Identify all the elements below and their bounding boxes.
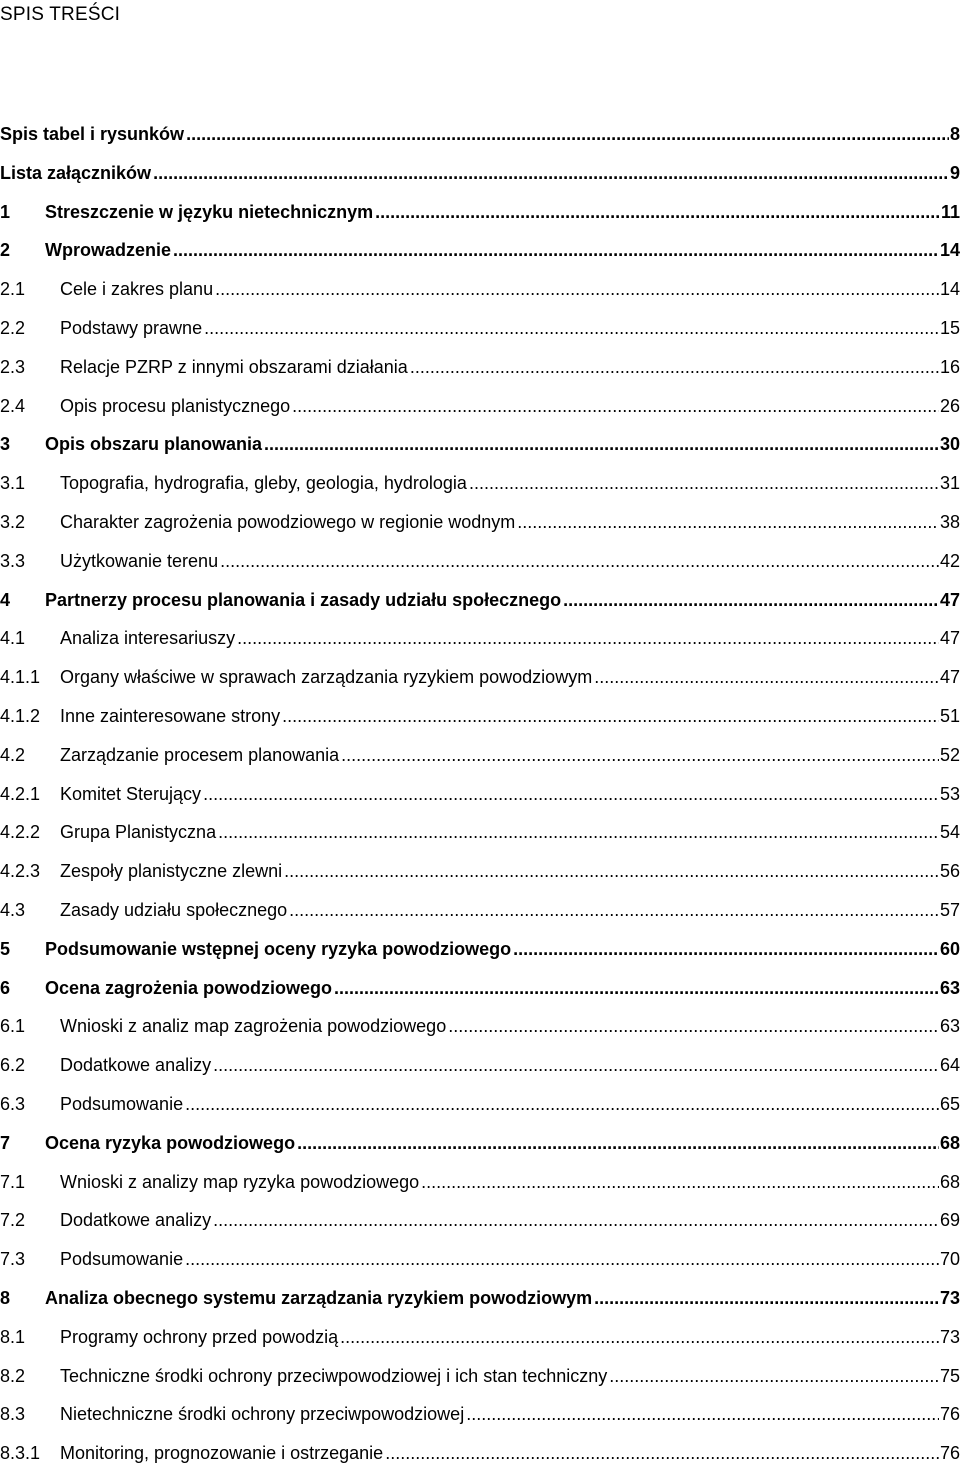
dot-leader: [292, 387, 939, 426]
toc-entry-page-number: 64: [939, 1055, 960, 1076]
dot-leader: [186, 115, 949, 154]
toc-entry-number: 6: [0, 977, 11, 998]
toc-entry[interactable]: [0, 1007, 960, 1046]
toc-entry-title: Analiza interesariuszy: [60, 628, 236, 649]
toc-entry-page-number: 68: [939, 1171, 960, 1192]
dot-leader: [203, 775, 939, 814]
toc-entry-number: 4.2.3: [0, 861, 41, 882]
toc-entry-title: Inne zainteresowane strony: [60, 705, 281, 726]
toc-entry-title: Dodatkowe analizy: [60, 1055, 212, 1076]
toc-entry-number: 4.1.1: [0, 667, 41, 688]
dot-leader: [421, 1163, 939, 1202]
toc-entry-number: 5: [0, 938, 11, 959]
toc-entry-title: Zarządzanie procesem planowania: [60, 744, 340, 765]
toc-entry-page-number: 76: [939, 1443, 960, 1464]
toc-entry[interactable]: [0, 1046, 960, 1085]
toc-entry-number: 2.2: [0, 317, 26, 338]
dot-leader: [215, 270, 939, 309]
toc-entry-number: 8: [0, 1287, 11, 1308]
toc-entry-title: Użytkowanie terenu: [60, 550, 219, 571]
toc-entry-number: 4.1: [0, 628, 26, 649]
toc-entry[interactable]: [0, 193, 960, 232]
toc-entry-page-number: 26: [939, 395, 960, 416]
dot-leader: [340, 1318, 939, 1357]
toc-entry-number: 8.3: [0, 1404, 26, 1425]
toc-entry-title: Techniczne środki ochrony przeciwpowodziowej i ich stan techniczny: [60, 1365, 608, 1386]
toc-entry-title: Opis obszaru planowania: [45, 434, 263, 455]
toc-entry-title: Podsumowanie wstępnej oceny ryzyka powodziowego: [45, 938, 512, 959]
toc-entry-number: 7.2: [0, 1210, 26, 1231]
dot-leader: [204, 309, 939, 348]
toc-entry-page-number: 38: [939, 511, 960, 532]
dot-leader: [375, 193, 940, 232]
toc-entry-page-number: 75: [939, 1365, 960, 1386]
toc-entry-title: Ocena ryzyka powodziowego: [45, 1132, 296, 1153]
toc-entry-title: Opis procesu planistycznego: [60, 395, 291, 416]
toc-entry[interactable]: [0, 1240, 960, 1279]
toc-entry-title: Organy właściwe w sprawach zarządzania ryzykiem powodziowym: [60, 667, 593, 688]
toc-entry-number: 6.2: [0, 1055, 26, 1076]
toc-entry-number: 1: [0, 201, 11, 222]
dot-leader: [517, 503, 939, 542]
toc-entry[interactable]: [0, 309, 960, 348]
toc-entry-title: Charakter zagrożenia powodziowego w regionie wodnym: [60, 511, 516, 532]
dot-leader: [334, 969, 939, 1008]
toc-entry-page-number: 47: [939, 589, 960, 610]
dot-leader: [237, 619, 939, 658]
toc-entry[interactable]: [0, 736, 960, 775]
toc-entry-title: Topografia, hydrografia, gleby, geologia, hydrologia: [60, 473, 467, 494]
toc-entry-number: 6.3: [0, 1093, 26, 1114]
dot-leader: [218, 813, 939, 852]
toc-entry-number: 7.3: [0, 1249, 26, 1270]
toc-entry[interactable]: [0, 115, 960, 154]
toc-entry[interactable]: [0, 1434, 960, 1473]
toc-entry-page-number: 56: [939, 861, 960, 882]
dot-leader: [385, 1434, 939, 1473]
dot-leader: [594, 658, 939, 697]
toc-entry-number: 3: [0, 434, 11, 455]
dot-leader: [185, 1240, 939, 1279]
dot-leader: [410, 348, 939, 387]
toc-entry-title: Zasady udziału społecznego: [60, 899, 288, 920]
toc-entry-page-number: 63: [939, 977, 960, 998]
toc-entry-page-number: 63: [939, 1016, 960, 1037]
toc-entry-title: Relacje PZRP z innymi obszarami działania: [60, 356, 408, 377]
toc-entry[interactable]: [0, 813, 960, 852]
toc-entry-title: Analiza obecnego systemu zarządzania ryzykiem powodziowym: [45, 1287, 593, 1308]
dot-leader: [609, 1357, 939, 1396]
toc-entry-title: Podsumowanie: [60, 1093, 184, 1114]
table-of-contents: [0, 115, 960, 1473]
dot-leader: [469, 464, 939, 503]
toc-entry[interactable]: [0, 619, 960, 658]
toc-entry[interactable]: [0, 581, 960, 620]
dot-leader: [185, 1085, 939, 1124]
toc-entry-number: 2.3: [0, 356, 26, 377]
toc-entry-number: 7: [0, 1132, 11, 1153]
toc-entry-page-number: 57: [939, 899, 960, 920]
dot-leader: [173, 231, 939, 270]
toc-entry-number: 2.4: [0, 395, 26, 416]
page-title: SPIS TREŚCI: [0, 4, 121, 25]
toc-entry[interactable]: [0, 387, 960, 426]
toc-entry-page-number: 76: [939, 1404, 960, 1425]
toc-entry-page-number: 73: [939, 1326, 960, 1347]
toc-entry-number: 4.2.1: [0, 783, 41, 804]
toc-entry-number: 8.3.1: [0, 1443, 41, 1464]
toc-entry[interactable]: [0, 1318, 960, 1357]
toc-entry-page-number: 42: [939, 550, 960, 571]
toc-entry[interactable]: [0, 542, 960, 581]
dot-leader: [297, 1124, 939, 1163]
toc-entry-number: 4.3: [0, 899, 26, 920]
dot-leader: [341, 736, 939, 775]
dot-leader: [594, 1279, 939, 1318]
dot-leader: [513, 930, 939, 969]
toc-entry-page-number: 16: [939, 356, 960, 377]
toc-entry-title: Podsumowanie: [60, 1249, 184, 1270]
toc-entry-title: Ocena zagrożenia powodziowego: [45, 977, 333, 998]
toc-entry-title: Podstawy prawne: [60, 317, 203, 338]
dot-leader: [220, 542, 939, 581]
toc-entry[interactable]: [0, 852, 960, 891]
toc-entry-number: 4: [0, 589, 11, 610]
dot-leader: [466, 1395, 939, 1434]
toc-entry[interactable]: [0, 930, 960, 969]
dot-leader: [153, 154, 949, 193]
toc-entry-page-number: 15: [939, 317, 960, 338]
toc-entry-number: 4.2.2: [0, 822, 41, 843]
toc-entry-number: 8.1: [0, 1326, 26, 1347]
toc-entry-number: 3.2: [0, 511, 26, 532]
toc-entry[interactable]: [0, 154, 960, 193]
dot-leader: [289, 891, 939, 930]
toc-entry-page-number: 14: [939, 279, 960, 300]
toc-entry-title: Monitoring, prognozowanie i ostrzeganie: [60, 1443, 384, 1464]
toc-entry-page-number: 52: [939, 744, 960, 765]
toc-entry-number: 4.2: [0, 744, 26, 765]
toc-entry[interactable]: [0, 1163, 960, 1202]
dot-leader: [264, 425, 939, 464]
toc-entry-page-number: 14: [939, 240, 960, 261]
toc-entry[interactable]: [0, 1201, 960, 1240]
dot-leader: [213, 1201, 939, 1240]
toc-entry[interactable]: [0, 775, 960, 814]
toc-entry-number: 2: [0, 240, 11, 261]
toc-entry-page-number: 60: [939, 938, 960, 959]
toc-entry-number: 8.2: [0, 1365, 26, 1386]
toc-entry-page-number: 30: [939, 434, 960, 455]
toc-entry[interactable]: [0, 464, 960, 503]
toc-entry-title: Zespoły planistyczne zlewni: [60, 861, 283, 882]
dot-leader: [282, 697, 939, 736]
dot-leader: [284, 852, 939, 891]
toc-entry-number: 3.1: [0, 473, 26, 494]
toc-entry[interactable]: [0, 425, 960, 464]
toc-entry-title: Wnioski z analiz map zagrożenia powodziowego: [60, 1016, 447, 1037]
toc-entry-title: Wnioski z analizy map ryzyka powodziowego: [60, 1171, 420, 1192]
toc-entry-page-number: 47: [939, 667, 960, 688]
dot-leader: [213, 1046, 939, 1085]
toc-entry-title: Nietechniczne środki ochrony przeciwpowodziowej: [60, 1404, 465, 1425]
toc-entry-title: Programy ochrony przed powodzią: [60, 1326, 339, 1347]
toc-entry-page-number: 31: [939, 473, 960, 494]
toc-entry[interactable]: [0, 503, 960, 542]
toc-entry-number: 2.1: [0, 279, 26, 300]
toc-entry[interactable]: [0, 1395, 960, 1434]
toc-entry[interactable]: [0, 348, 960, 387]
toc-entry-title: Dodatkowe analizy: [60, 1210, 212, 1231]
toc-entry-title: Grupa Planistyczna: [60, 822, 217, 843]
toc-entry[interactable]: [0, 231, 960, 270]
toc-entry-title: Wprowadzenie: [45, 240, 172, 261]
toc-entry[interactable]: [0, 1357, 960, 1396]
toc-entry[interactable]: [0, 969, 960, 1008]
toc-entry[interactable]: [0, 658, 960, 697]
dot-leader: [448, 1007, 939, 1046]
toc-entry-page-number: 68: [939, 1132, 960, 1153]
toc-entry-title: Lista załączników: [0, 162, 152, 183]
toc-entry-number: 6.1: [0, 1016, 26, 1037]
toc-entry-title: Cele i zakres planu: [60, 279, 214, 300]
toc-entry-page-number: 8: [949, 124, 960, 144]
toc-entry-title: Partnerzy procesu planowania i zasady udziału społecznego: [45, 589, 562, 610]
toc-entry-number: 7.1: [0, 1171, 26, 1192]
toc-entry[interactable]: [0, 1124, 960, 1163]
toc-entry-page-number: 53: [939, 783, 960, 804]
toc-entry-page-number: 11: [940, 201, 960, 222]
toc-entry-title: Streszczenie w języku nietechnicznym: [45, 201, 374, 222]
toc-entry[interactable]: [0, 697, 960, 736]
toc-entry-number: 3.3: [0, 550, 26, 571]
toc-entry-page-number: 54: [939, 822, 960, 843]
toc-entry-page-number: 69: [939, 1210, 960, 1231]
toc-entry[interactable]: [0, 891, 960, 930]
toc-entry-page-number: 47: [939, 628, 960, 649]
toc-entry-page-number: 65: [939, 1093, 960, 1114]
dot-leader: [563, 581, 939, 620]
toc-entry-title: Spis tabel i rysunków: [0, 124, 185, 144]
toc-entry[interactable]: [0, 1279, 960, 1318]
toc-entry-title: Komitet Sterujący: [60, 783, 202, 804]
toc-entry[interactable]: [0, 270, 960, 309]
toc-entry-page-number: 73: [939, 1287, 960, 1308]
toc-entry-page-number: 9: [949, 162, 960, 183]
toc-entry-page-number: 51: [939, 705, 960, 726]
toc-entry-number: 4.1.2: [0, 705, 41, 726]
toc-entry-page-number: 70: [939, 1249, 960, 1270]
toc-entry[interactable]: [0, 1085, 960, 1124]
